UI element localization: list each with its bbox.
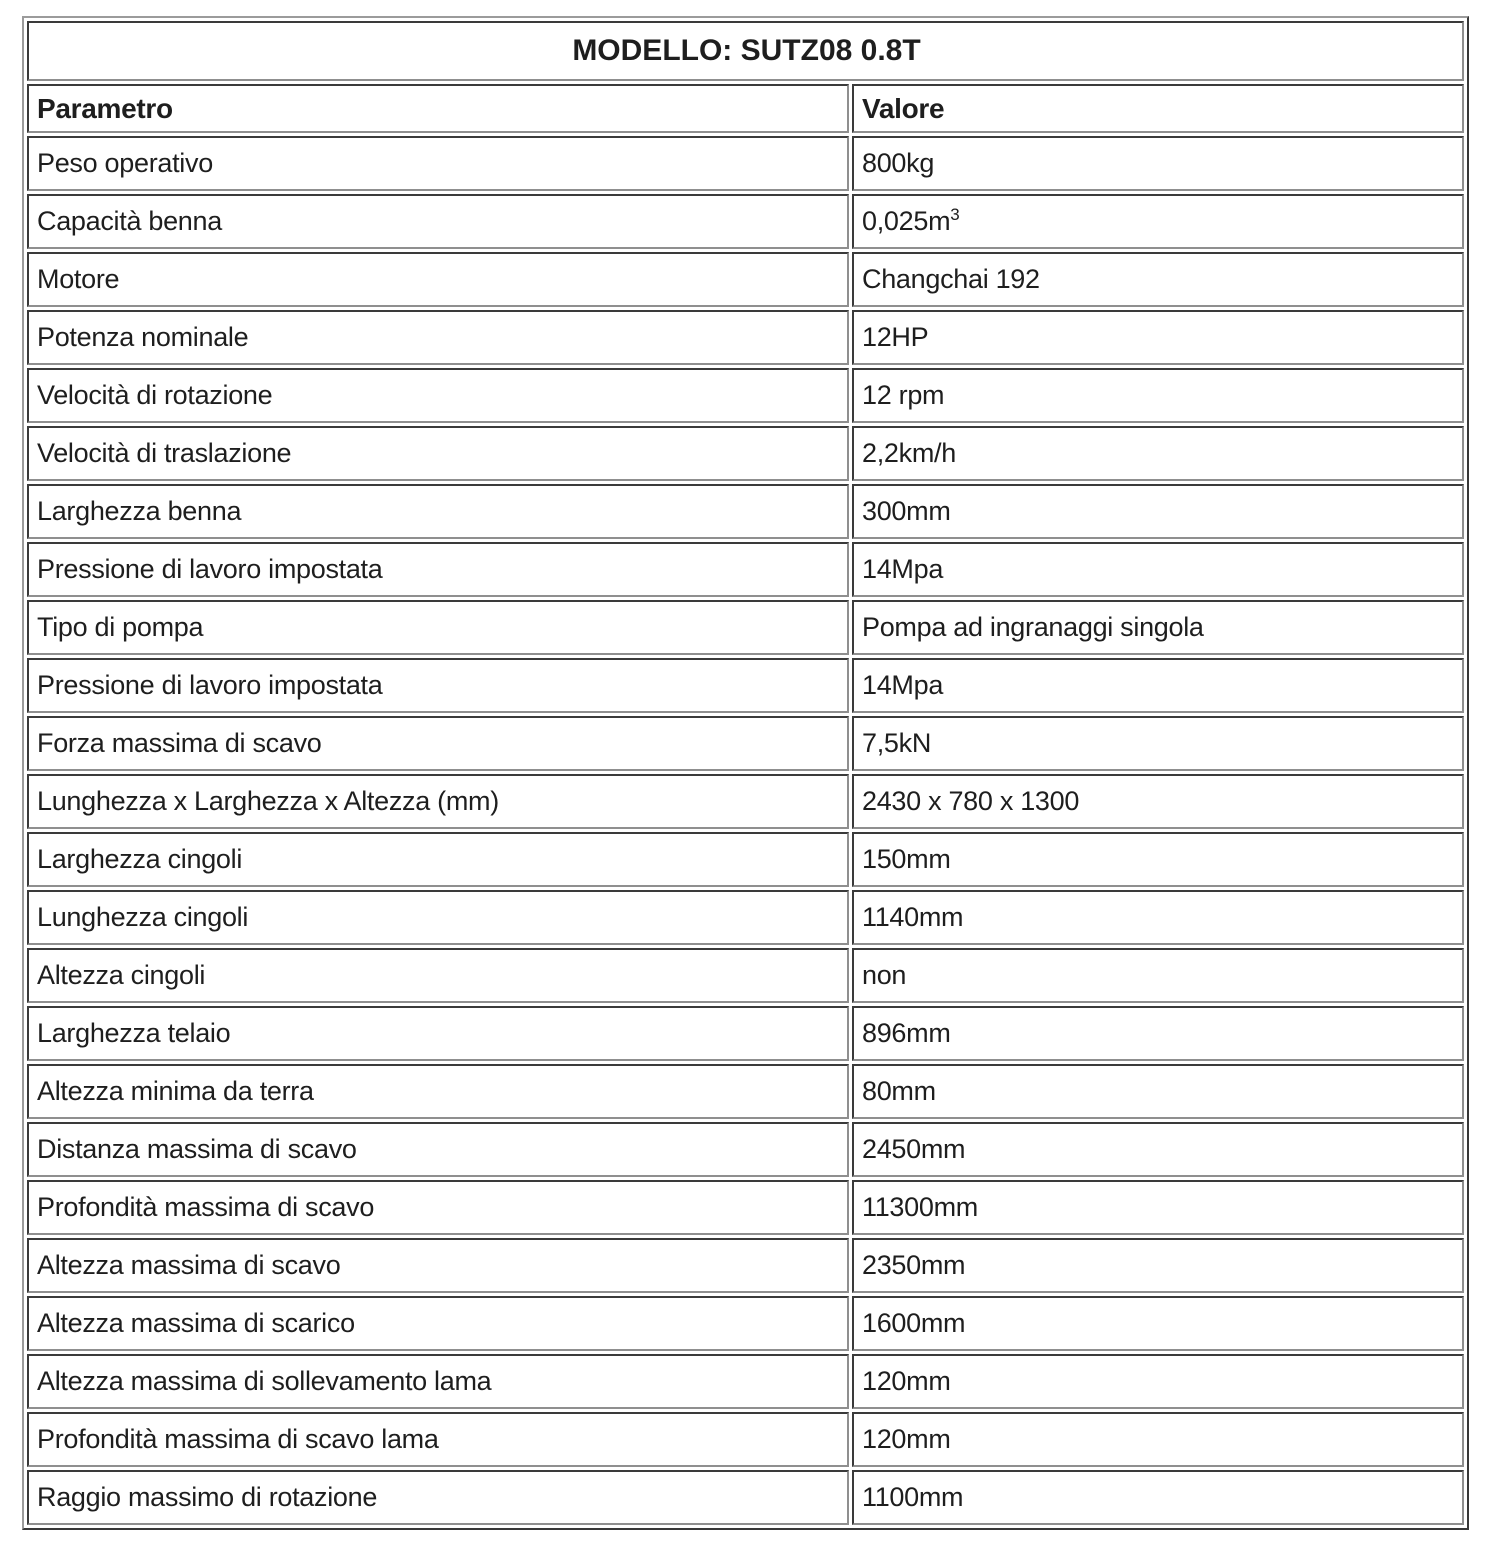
table-row xyxy=(27,600,1464,655)
table-row xyxy=(27,1006,1464,1061)
value-cell: 896mm xyxy=(852,1006,1464,1061)
value-cell: 1600mm xyxy=(852,1296,1464,1351)
value-cell: 11300mm xyxy=(852,1180,1464,1235)
value-cell: 150mm xyxy=(852,832,1464,887)
table-row xyxy=(27,1296,1464,1351)
param-cell: Velocità di traslazione xyxy=(27,426,849,481)
param-cell: Lunghezza x Larghezza x Altezza (mm) xyxy=(27,774,849,829)
param-cell: Raggio massimo di rotazione xyxy=(27,1470,849,1525)
value-cell: 1100mm xyxy=(852,1470,1464,1525)
param-cell: Distanza massima di scavo xyxy=(27,1122,849,1177)
header-row xyxy=(27,84,1464,133)
param-cell: Altezza massima di scavo xyxy=(27,1238,849,1293)
value-cell: 2350mm xyxy=(852,1238,1464,1293)
param-cell: Profondità massima di scavo lama xyxy=(27,1412,849,1467)
table-row xyxy=(27,194,1464,249)
table-row xyxy=(27,716,1464,771)
table-row xyxy=(27,542,1464,597)
table-row xyxy=(27,1180,1464,1235)
value-cell: 120mm xyxy=(852,1354,1464,1409)
param-cell: Peso operativo xyxy=(27,136,849,191)
table-row xyxy=(27,1470,1464,1525)
param-cell: Larghezza telaio xyxy=(27,1006,849,1061)
value-cell: 14Mpa xyxy=(852,658,1464,713)
superscript: 3 xyxy=(950,205,960,224)
value-cell: $0,025m^3$ xyxy=(852,194,1464,249)
param-cell: Larghezza cingoli xyxy=(27,832,849,887)
value-cell: 12 rpm xyxy=(852,368,1464,423)
param-cell: Tipo di pompa xyxy=(27,600,849,655)
title-row xyxy=(27,21,1464,81)
param-cell: Forza massima di scavo xyxy=(27,716,849,771)
value-cell: 80mm xyxy=(852,1064,1464,1119)
value-cell: Changchai 192 xyxy=(852,252,1464,307)
param-cell: Motore xyxy=(27,252,849,307)
column-header-valore: Valore xyxy=(852,84,1464,133)
value-cell: 1140mm xyxy=(852,890,1464,945)
value-cell: 12HP xyxy=(852,310,1464,365)
table-row xyxy=(27,136,1464,191)
param-cell: Pressione di lavoro impostata xyxy=(27,542,849,597)
table-row xyxy=(27,1122,1464,1177)
table-row xyxy=(27,368,1464,423)
param-cell: Larghezza benna xyxy=(27,484,849,539)
param-cell: Altezza massima di sollevamento lama xyxy=(27,1354,849,1409)
table-row xyxy=(27,310,1464,365)
value-cell: 300mm xyxy=(852,484,1464,539)
value-cell: 800kg xyxy=(852,136,1464,191)
param-cell: Altezza massima di scarico xyxy=(27,1296,849,1351)
value-cell: 14Mpa xyxy=(852,542,1464,597)
table-row xyxy=(27,774,1464,829)
table-row xyxy=(27,1238,1464,1293)
table-row xyxy=(27,658,1464,713)
table-row xyxy=(27,1064,1464,1119)
table-row xyxy=(27,948,1464,1003)
table-row xyxy=(27,426,1464,481)
table-row xyxy=(27,890,1464,945)
value-cell: non xyxy=(852,948,1464,1003)
value-cell: 2,2km/h xyxy=(852,426,1464,481)
table-row xyxy=(27,252,1464,307)
param-cell: Pressione di lavoro impostata xyxy=(27,658,849,713)
value-cell: 120mm xyxy=(852,1412,1464,1467)
column-header-parametro: Parametro xyxy=(27,84,849,133)
value-cell: 7,5kN xyxy=(852,716,1464,771)
table-title: MODELLO: SUTZ08 0.8T xyxy=(27,21,1464,81)
value-cell: Pompa ad ingranaggi singola xyxy=(852,600,1464,655)
param-cell: Potenza nominale xyxy=(27,310,849,365)
param-cell: Profondità massima di scavo xyxy=(27,1180,849,1235)
param-cell: Altezza minima da terra xyxy=(27,1064,849,1119)
param-cell: Velocità di rotazione xyxy=(27,368,849,423)
param-cell: Altezza cingoli xyxy=(27,948,849,1003)
value-cell: 2450mm xyxy=(852,1122,1464,1177)
value-cell: 2430 x 780 x 1300 xyxy=(852,774,1464,829)
table-row xyxy=(27,1354,1464,1409)
param-cell: Capacità benna xyxy=(27,194,849,249)
table-row xyxy=(27,1412,1464,1467)
table-body xyxy=(27,136,1464,1525)
spec-table xyxy=(22,16,1469,1530)
table-row xyxy=(27,832,1464,887)
param-cell: Lunghezza cingoli xyxy=(27,890,849,945)
table-row xyxy=(27,484,1464,539)
